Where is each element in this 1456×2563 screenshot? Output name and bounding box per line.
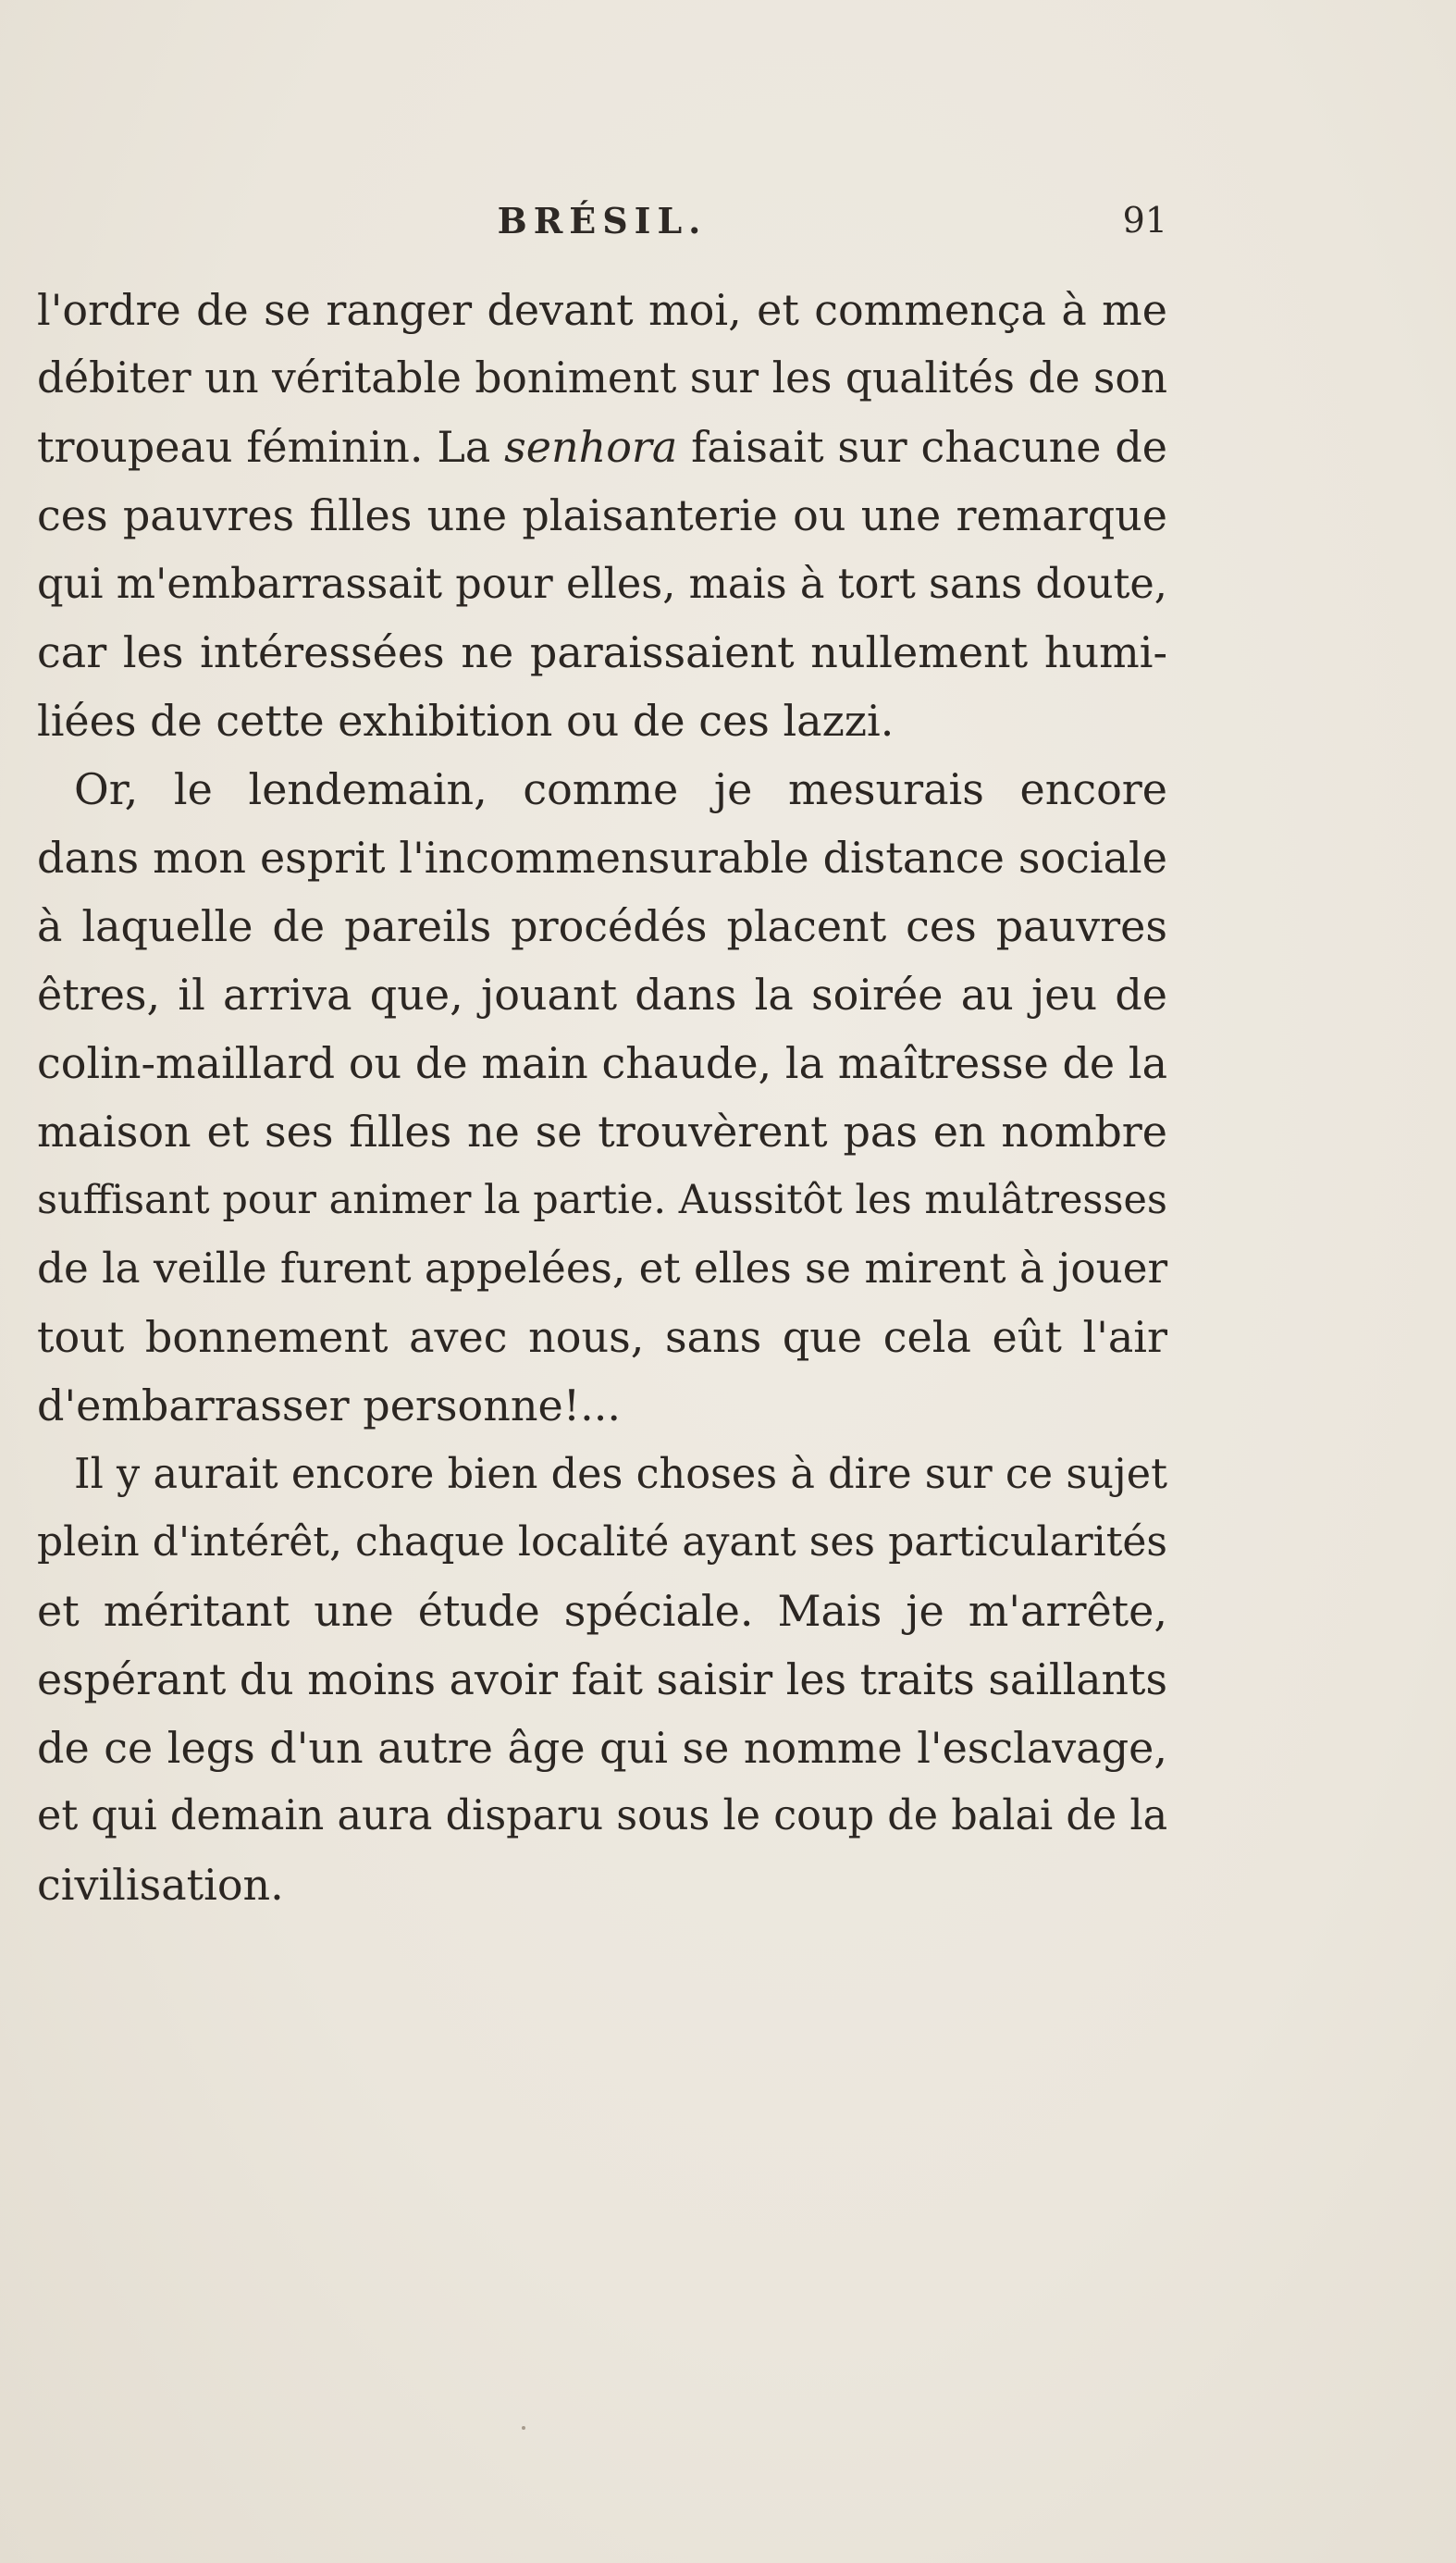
text-line-21: espérant du moins avoir fait saisir les traits saillants [37,1654,1167,1704]
text-line-9: dans mon esprit l'incommensurable distance sociale [37,833,1167,883]
text-line-5: qui m'embarrassait pour elles, mais à tort sans doute, [37,560,1167,608]
text-line-7: liées de cette exhibition ou de ces lazzi. [37,696,895,746]
text-line-13: maison et ses filles ne se trouvèrent pas en nombre [37,1107,1167,1157]
text-line-14: suffisant pour animer la partie. Aussitôt les mulâtresses [37,1177,1167,1223]
text-line-3-end: faisait sur chacune de [677,422,1167,472]
text-line-23: et qui demain aura disparu sous le coup de balai de la [37,1792,1168,1839]
text-line-16: tout bonnement avec nous, sans que cela eût l'air [37,1312,1167,1362]
running-head [37,200,1167,255]
text-line-8: Or, le lendemain, comme je mesurais encore [74,764,1167,814]
page-number: 91 [1122,200,1167,241]
text-line-24: civilisation. [37,1860,284,1910]
text-line-15: de la veille furent appelées, et elles se mirent à jouer [37,1244,1168,1293]
running-title: BRÉSIL. [497,200,708,241]
text-line-11: êtres, il arriva que, jouant dans la soirée au jeu de [37,970,1167,1020]
text-line-4: ces pauvres filles une plaisanterie ou une remarque [37,490,1167,540]
body-text [37,276,1167,1919]
text-line-12: colin-maillard ou de main chaude, la maîtresse de la [37,1038,1167,1088]
text-line-1: l'ordre de se ranger devant moi, et commença à me [37,285,1167,335]
text-line-3-start: troupeau féminin. La [37,422,505,472]
italic-word-senhora: senhora [504,422,678,472]
text-line-6: car les intéressées ne paraissaient nullement humi- [37,627,1167,677]
text-line-10: à laquelle de pareils procédés placent ces pauvres [37,901,1167,951]
text-line-2: débiter un véritable boniment sur les qualités de son [37,353,1167,402]
text-line-3 [37,413,1167,481]
text-line-17: d'embarrasser personne!... [37,1381,622,1430]
text-line-20: et méritant une étude spéciale. Mais je m'arrête, [37,1586,1167,1636]
text-line-22: de ce legs d'un autre âge qui se nomme l'esclavage, [37,1723,1167,1773]
text-line-19: plein d'intérêt, chaque localité ayant ses particularités [37,1518,1167,1566]
text-line-18: Il y aurait encore bien des choses à dire sur ce sujet [74,1450,1167,1498]
paper-speck [522,2426,525,2430]
